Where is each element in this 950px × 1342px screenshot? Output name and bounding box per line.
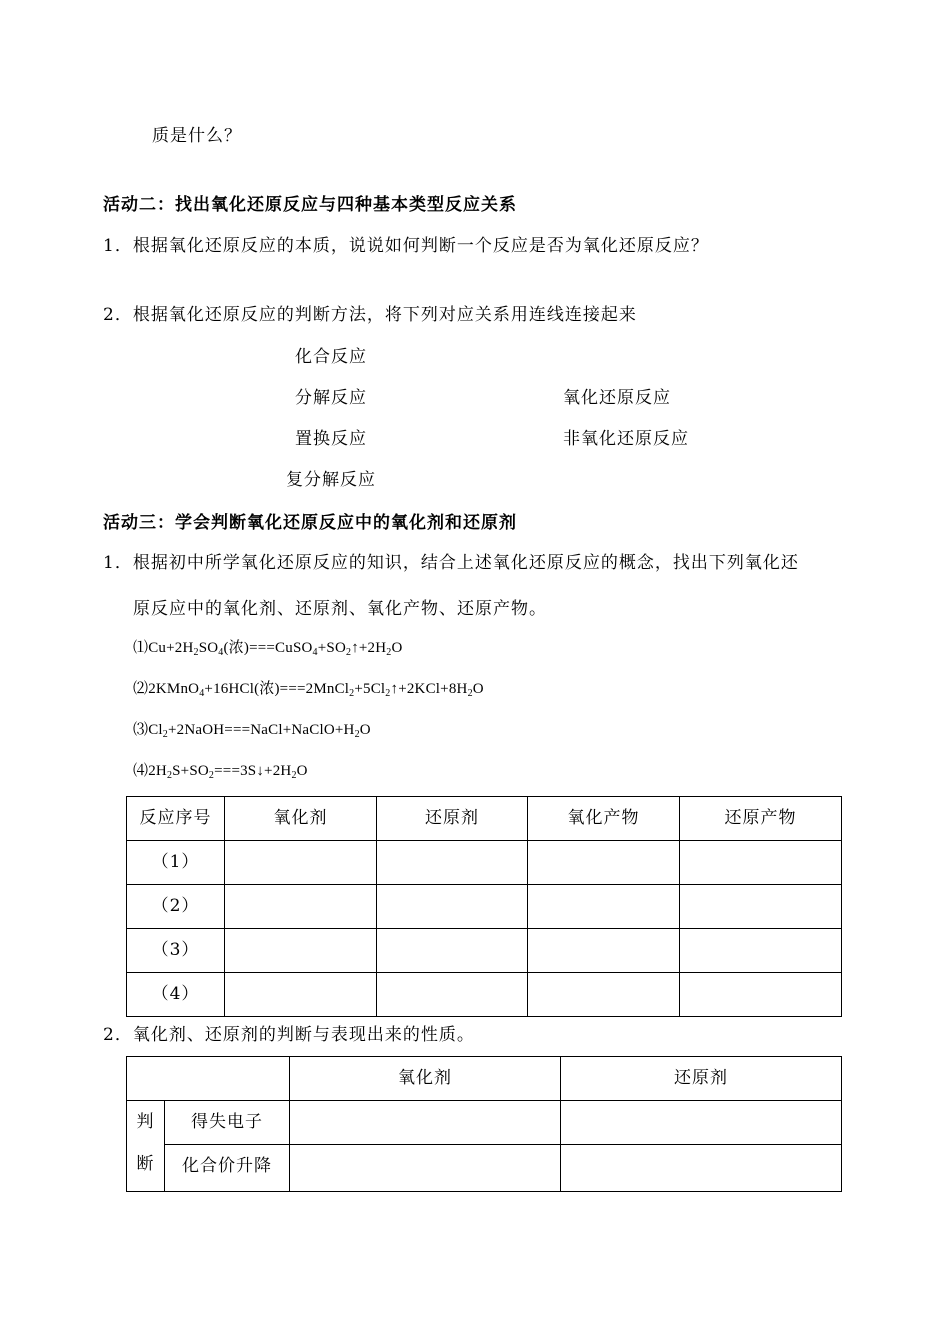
header-reduction-product: 还原产物 — [680, 797, 842, 841]
blank-cell[interactable] — [225, 929, 377, 973]
activity2-heading: 活动二：找出氧化还原反应与四种基本类型反应关系 — [103, 195, 517, 215]
blank-cell[interactable] — [225, 973, 377, 1017]
blank-cell[interactable] — [528, 929, 680, 973]
row-label-valence-change: 化合价升降 — [165, 1145, 290, 1192]
reaction-4: $⑷2H_2S+SO_2===3S↓+2H_2O$ — [133, 763, 308, 781]
blank-cell[interactable] — [225, 885, 377, 929]
blank-cell[interactable] — [377, 929, 528, 973]
header-oxidizing-agent: 氧化剂 — [225, 797, 377, 841]
blank-cell[interactable] — [561, 1145, 842, 1192]
table-header-row — [127, 797, 842, 841]
intro-line: 质是什么？ — [152, 126, 242, 146]
row-label: （4） — [127, 973, 225, 1017]
table-row — [127, 885, 842, 929]
blank-cell[interactable] — [680, 841, 842, 885]
table-row — [127, 1145, 842, 1192]
blank-cell[interactable] — [290, 1101, 561, 1145]
blank-cell[interactable] — [377, 885, 528, 929]
blank-cell[interactable] — [377, 841, 528, 885]
agent-properties-table — [126, 1056, 842, 1192]
right-item-redox: 氧化还原反应 — [563, 388, 671, 408]
header-oxidizing-agent: 氧化剂 — [290, 1057, 561, 1101]
blank-cell[interactable] — [528, 885, 680, 929]
header-oxidation-product: 氧化产物 — [528, 797, 680, 841]
header-reaction-number: 反应序号 — [127, 797, 225, 841]
table-header-row — [127, 1057, 842, 1101]
activity3-question-2: 2．氧化剂、还原剂的判断与表现出来的性质。 — [103, 1025, 475, 1045]
blank-cell[interactable] — [680, 929, 842, 973]
left-item-decomposition: 分解反应 — [295, 388, 367, 408]
row-label: （1） — [127, 841, 225, 885]
blank-cell[interactable] — [528, 841, 680, 885]
blank-cell[interactable] — [680, 973, 842, 1017]
blank-cell[interactable] — [377, 973, 528, 1017]
header-reducing-agent: 还原剂 — [561, 1057, 842, 1101]
reaction-2: ⑵2KMnO$_4$+16HCl(浓)$===2MnCl_2+5Cl_2↑+2KCl+8H_2O$ — [133, 681, 484, 699]
blank-cell[interactable] — [290, 1145, 561, 1192]
row-label: （2） — [127, 885, 225, 929]
header-reducing-agent: 还原剂 — [377, 797, 528, 841]
redox-agents-table — [126, 796, 842, 1017]
activity2-question-2: 2．根据氧化还原反应的判断方法，将下列对应关系用连线连接起来 — [103, 305, 637, 325]
activity2-question-1: 1．根据氧化还原反应的本质，说说如何判断一个反应是否为氧化还原反应？ — [103, 236, 709, 256]
right-item-non-redox: 非氧化还原反应 — [563, 429, 689, 449]
activity3-question-1-line-1: 1．根据初中所学氧化还原反应的知识，结合上述氧化还原反应的概念，找出下列氧化还 — [103, 553, 799, 573]
left-item-combination: 化合反应 — [295, 347, 367, 367]
row-label: （3） — [127, 929, 225, 973]
table-row — [127, 1101, 842, 1145]
activity3-question-1-line-2: 原反应中的氧化剂、还原剂、氧化产物、还原产物。 — [133, 599, 547, 619]
blank-cell[interactable] — [680, 885, 842, 929]
activity3-heading: 活动三：学会判断氧化还原反应中的氧化剂和还原剂 — [103, 513, 517, 533]
left-item-displacement: 置换反应 — [295, 429, 367, 449]
header-empty — [127, 1057, 290, 1101]
blank-cell[interactable] — [528, 973, 680, 1017]
row-label-electron-transfer: 得失电子 — [165, 1101, 290, 1145]
table-row — [127, 973, 842, 1017]
table-row — [127, 841, 842, 885]
reaction-1: $⑴Cu+2H_2SO_4$(浓)$===CuSO_4+SO_2↑+2H_2O$ — [133, 640, 403, 658]
table-row — [127, 929, 842, 973]
left-item-double-decomposition: 复分解反应 — [286, 470, 376, 490]
blank-cell[interactable] — [561, 1101, 842, 1145]
group-label-judgement: 判 断 — [127, 1101, 165, 1192]
reaction-3: $⑶Cl_2+2NaOH===NaCl+NaClO+H_2O$ — [133, 722, 371, 740]
blank-cell[interactable] — [225, 841, 377, 885]
